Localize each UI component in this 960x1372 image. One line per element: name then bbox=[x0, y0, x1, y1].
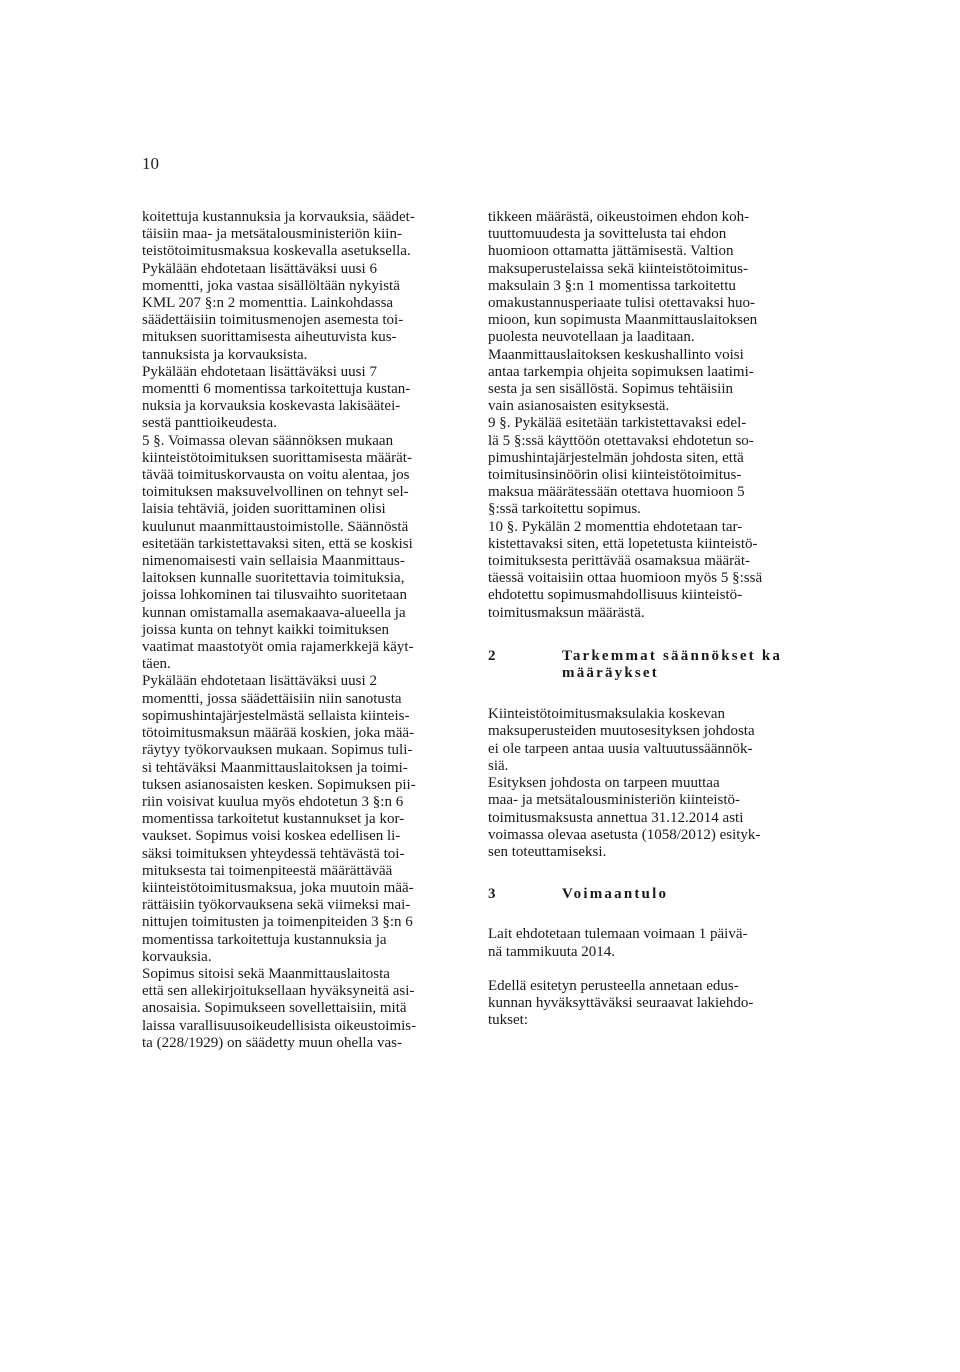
section-heading-2 bbox=[488, 648, 811, 682]
left-column bbox=[142, 209, 473, 1052]
section-heading-3 bbox=[488, 886, 811, 903]
right-column-text-1: tikkeen määrästä, oikeustoimen ehdon koh- tuuttomuudesta ja sovittelusta tai ehdon huomioon ottamatta jättämisestä. Valtion maksuperustelaissa sekä kiinteistötoimitus- maksulain 3 §:n 1 momentissa tarkoitettu omakustannusperiaate tulisi otettavaksi huo- mioon, kun sopimusta Maanmittauslaitoksen puolesta neuvotellaan ja laaditaan. Maanmittauslaitoksen keskushallinto voisi antaa tarkempia ohjeita sopimuksen laatimi- sesta ja sen sisällöstä. Sopimus tehtäisiin vain asianosaisten esityksestä. 9 §. Pykälää esitetään tarkistettavaksi edel- lä 5 §:ssä käyttöön otettavaksi ehdotetun so- pimushintajärjestelmän johdosta siten, että toimitusinsinöörin olisi kiinteistötoimitus- maksua määrätessään otettava huomioon 5 §:ssä tarkoitettu sopimus. 10 §. Pykälän 2 momenttia ehdotetaan tar- kistettavaksi siten, että lopetetusta kiinteistö- toimituksesta perittävää osamaksua määrät- täessä voitaisiin ottaa huomioon myös 5 §:ssä ehdotettu sopimusmahdollisuus kiinteistö- toimitusmaksun määrästä. bbox=[488, 209, 763, 621]
section-number: 2 bbox=[488, 647, 496, 664]
section-title: Voimaantulo bbox=[562, 886, 669, 903]
right-column-text-4: Edellä esitetyn perusteella annetaan edus- kunnan hyväksyttäväksi seuraavat lakiehdo- tukset: bbox=[488, 977, 754, 1029]
right-column bbox=[488, 209, 811, 1029]
left-column-text: koitettuja kustannuksia ja korvauksia, säädet- täisiin maa- ja metsätalousministeriön kiin- teistötoimitusmaksua koskevalla asetuksella. Pykälään ehdotetaan lisättäväksi uusi 6 momentti, joka vastaa sisällöltään nykyistä KML 207 §:n 2 momenttia. Lainkohdassa säädettäisiin toimitusmenojen asemesta toi- mituksen suorittamisesta aiheutuvista kus- tannuksista ja korvauksista. Pykälään ehdotetaan lisättäväksi uusi 7 momentti 6 momentissa tarkoitettuja kustan- nuksia ja korvauksia koskevasta lakisäätei- sestä panttioikeudesta. 5 §. Voimassa olevan säännöksen mukaan kiinteistötoimituksen suorittamisesta määrät- tävää toimituskorvausta on voitu alentaa, jos toimituksen maksuvelvollinen on tehnyt sel- laisia tehtäviä, joiden suorittaminen olisi kuulunut maanmittaustoimistolle. Säännöstä esitetään tarkistettavaksi siten, että se koskisi nimenomaisesti vain sellaisia Maanmittaus- laitoksen kunnalle suoritettavia toimituksia, joissa lohkominen tai tilusvaihto suoritetaan kunnan omistamalla asemakaava-alueella ja joissa kunta on tehnyt kaikki toimituksen vaatimat maastotyöt omia rajamerkkejä käyt- täen. Pykälään ehdotetaan lisättäväksi uusi 2 momentti, jossa säädettäisiin niin sanotusta sopimushintajärjestelmästä sellaista kiinteis- tötoimitusmaksun määrää koskien, joka mää- räytyy työkorvauksen mukaan. Sopimus tuli- si tehtäväksi Maanmittauslaitoksen ja toimi- tuksen asianosaisten kesken. Sopimuksen pii- riin voisivat kuulua myös ehdotetun 3 §:n 6 momentissa tarkoitetut kustannukset ja kor- vaukset. Sopimus voisi koskea edellisen li- säksi toimituksen yhteydessä tehtävästä toi- mituksesta tai toimenpiteestä määrättävää kiinteistötoimitusmaksua, joka muutoin mää- rättäisiin työkorvauksena sekä viimeksi mai- nittujen toimitusten ja toimenpiteiden 3 §:n 6 momentissa tarkoitettuja kustannuksia ja korvauksia. Sopimus sitoisi sekä Maanmittauslaitosta että sen allekirjoituksellaan hyväksyneitä asi- anosaisia. Sopimukseen sovellettaisiin, mitä laissa varallisuusoikeudellisista oikeustoimis- ta (228/1929) on säädetty muun ohella vas- bbox=[142, 209, 417, 1051]
right-column-text-2: Kiinteistötoimitusmaksulakia koskevan maksuperusteiden muutosesityksen johdosta ei ole tarpeen antaa uusia valtuutussäännök- siä. Esityksen johdosta on tarpeen muuttaa maa- ja metsätalousministeriön kiinteistö- toimitusmaksusta annettua 31.12.2014 asti voimassa olevaa asetusta (1058/2012) esityk- sen toteuttamiseksi. bbox=[488, 706, 761, 860]
section-title: Tarkemmat säännökset ka määräykset bbox=[562, 647, 783, 682]
section-number: 3 bbox=[488, 886, 496, 903]
page-number: 10 bbox=[142, 154, 159, 173]
right-column-text-3: Lait ehdotetaan tulemaan voimaan 1 päivä- nä tammikuuta 2014. bbox=[488, 926, 748, 960]
